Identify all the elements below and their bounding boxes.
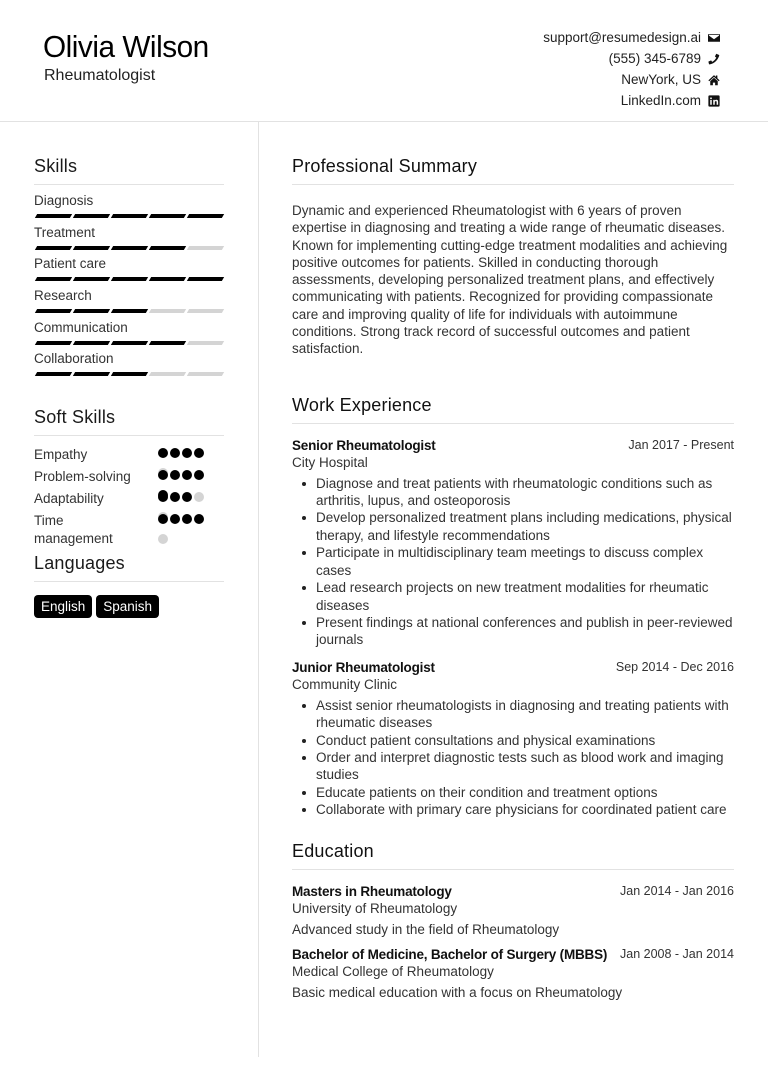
skill-label: Diagnosis xyxy=(34,193,94,208)
education-entry xyxy=(292,947,734,1000)
bullet-item: Participate in multidisciplinary team meetings to discuss complex cases xyxy=(292,544,734,579)
bullet-item: Present findings at national conferences and publish in peer-reviewed journals xyxy=(292,614,734,649)
job-bullets xyxy=(292,475,734,649)
skill-item xyxy=(34,287,224,319)
soft-skills-heading: Soft Skills xyxy=(34,407,224,436)
rating-dot-filled xyxy=(170,470,180,480)
job-organization: City Hospital xyxy=(292,454,368,470)
contact-linkedin-text: LinkedIn.com xyxy=(620,93,701,108)
summary-text: Dynamic and experienced Rheumatologist with 6 years of proven expertise in diagnosing and treating a wide range of rheumatic diseases. Known for implementing cutting-edge treatment modalities and achieving positive outcomes for patients. Skilled in conducting thorough assessments, developing personalized treatment plans, and effectively communicating with patients. Recognized for providing compassionate care and improving quality of life for individuals with autoimmune conditions. Strong track record of successful outcomes and patient satisfaction. xyxy=(292,203,728,357)
bullet-item: Collaborate with primary care physicians for coordinated patient care xyxy=(292,801,734,818)
skill-level-bar xyxy=(34,277,224,281)
rating-dot-filled xyxy=(182,492,192,502)
skill-label: Research xyxy=(34,288,92,304)
job-bullets xyxy=(292,697,734,819)
rating-dot-filled xyxy=(194,470,204,480)
resume-header xyxy=(0,0,768,122)
job-entry xyxy=(292,660,734,819)
job-title: Senior Rheumatologist xyxy=(292,437,436,453)
language-badge: Spanish xyxy=(96,595,159,618)
bullet-item: Conduct patient consultations and physical examinations xyxy=(292,732,734,749)
languages-section xyxy=(34,553,224,618)
language-list xyxy=(34,595,224,618)
skill-label: Collaboration xyxy=(34,351,114,367)
rating-dot-filled xyxy=(170,514,180,524)
bullet-item: Order and interpret diagnostic tests such as blood work and imaging studies xyxy=(292,749,734,784)
envelope-icon xyxy=(707,31,720,44)
level-segment-filled xyxy=(73,341,110,345)
contact-phone-text: (555) 345-6789 xyxy=(608,51,701,66)
rating-dot-filled xyxy=(182,448,192,458)
language-badge: English xyxy=(34,595,92,618)
level-segment-filled xyxy=(35,341,72,345)
soft-skill-list xyxy=(34,436,224,547)
contact-location-text: NewYork, US xyxy=(621,72,701,87)
skill-level-bar xyxy=(34,309,224,313)
skill-item xyxy=(34,255,224,287)
bullet-item: Lead research projects on new treatment modalities for rheumatic diseases xyxy=(292,579,734,614)
level-segment-filled xyxy=(73,277,110,281)
skill-level-bar xyxy=(34,214,224,218)
candidate-title: Rheumatologist xyxy=(44,67,156,84)
skill-level-bar xyxy=(34,372,224,376)
education-section xyxy=(292,841,734,1000)
rating-dot-empty xyxy=(158,534,168,544)
summary-section xyxy=(292,156,734,358)
right-column xyxy=(292,156,734,1000)
rating-dot-filled xyxy=(182,470,192,480)
level-segment-filled xyxy=(73,246,110,250)
skill-label: Communication xyxy=(34,319,128,335)
summary-heading: Professional Summary xyxy=(292,156,734,185)
level-segment-filled xyxy=(149,341,186,345)
soft-skills-section xyxy=(34,407,224,547)
level-segment-filled xyxy=(149,277,186,281)
rating-dot-filled xyxy=(158,448,168,458)
level-segment-filled xyxy=(187,214,224,218)
level-segment-filled xyxy=(73,372,110,376)
skill-item xyxy=(34,350,224,382)
rating-dot-filled xyxy=(194,448,204,458)
skill-label: Patient care xyxy=(34,256,107,272)
skills-heading: Skills xyxy=(34,156,224,185)
soft-skill-label: Time management xyxy=(34,513,113,547)
level-segment-filled xyxy=(149,246,186,250)
contact-email-text: support@resumedesign.ai xyxy=(543,30,701,45)
soft-skill-rating xyxy=(158,514,210,554)
level-segment-filled xyxy=(111,341,148,345)
skill-item xyxy=(34,224,224,256)
bullet-item: Assist senior rheumatologists in diagnosing and treating patients with rheumatic diseases xyxy=(292,697,734,732)
school-name: Medical College of Rheumatology xyxy=(292,963,494,979)
home-icon xyxy=(707,73,720,86)
level-segment-filled xyxy=(111,372,148,376)
soft-skill-item xyxy=(34,446,224,468)
level-segment-empty xyxy=(149,309,186,313)
level-segment-empty xyxy=(187,372,224,376)
level-segment-empty xyxy=(187,309,224,313)
soft-skill-item xyxy=(34,468,224,490)
job-title: Junior Rheumatologist xyxy=(292,659,435,675)
level-segment-filled xyxy=(35,214,72,218)
rating-dot-filled xyxy=(158,470,168,480)
job-organization: Community Clinic xyxy=(292,676,398,692)
phone-icon xyxy=(707,52,720,65)
contact-email[interactable] xyxy=(543,27,720,48)
level-segment-filled xyxy=(187,277,224,281)
level-segment-filled xyxy=(111,214,148,218)
skill-label: Treatment xyxy=(34,224,96,240)
rating-dot-empty xyxy=(194,492,204,502)
rating-dot-filled xyxy=(170,492,180,502)
school-name: University of Rheumatology xyxy=(292,900,458,916)
rating-dot-filled xyxy=(158,514,168,524)
contact-list xyxy=(543,27,720,111)
degree-title: Masters in Rheumatology xyxy=(292,883,452,899)
languages-heading: Languages xyxy=(34,553,224,582)
skill-level-bar xyxy=(34,341,224,345)
work-section xyxy=(292,395,734,819)
bullet-item: Develop personalized treatment plans including medications, physical therapy, and lifestyle recommendations xyxy=(292,509,734,544)
level-segment-filled xyxy=(35,372,72,376)
rating-dot-filled xyxy=(182,514,192,524)
level-segment-filled xyxy=(35,309,72,313)
candidate-name: Olivia Wilson xyxy=(43,29,209,64)
level-segment-filled xyxy=(111,246,148,250)
skill-item xyxy=(34,192,224,224)
skills-section xyxy=(34,156,224,382)
job-date: Jan 2017 - Present xyxy=(628,437,734,452)
education-date: Jan 2008 - Jan 2014 xyxy=(620,946,734,961)
soft-skill-item xyxy=(34,512,224,547)
education-description: Advanced study in the field of Rheumatology xyxy=(292,921,560,937)
education-date: Jan 2014 - Jan 2016 xyxy=(620,883,734,898)
level-segment-empty xyxy=(149,372,186,376)
level-segment-filled xyxy=(73,309,110,313)
rating-dot-filled xyxy=(170,448,180,458)
level-segment-filled xyxy=(35,246,72,250)
education-entry xyxy=(292,884,734,937)
contact-linkedin[interactable] xyxy=(543,90,720,111)
skill-level-bar xyxy=(34,246,224,250)
work-heading: Work Experience xyxy=(292,395,734,424)
bullet-item: Diagnose and treat patients with rheumatologic conditions such as arthritis, lupus, and osteoporosis xyxy=(292,475,734,510)
skill-item xyxy=(34,319,224,351)
level-segment-filled xyxy=(149,214,186,218)
level-segment-filled xyxy=(111,309,148,313)
linkedin-icon xyxy=(707,94,720,107)
contact-phone[interactable] xyxy=(543,48,720,69)
soft-skill-item xyxy=(34,490,224,512)
level-segment-empty xyxy=(187,341,224,345)
job-entry xyxy=(292,438,734,649)
level-segment-filled xyxy=(73,214,110,218)
skill-list xyxy=(34,185,224,382)
column-divider xyxy=(258,122,259,1057)
soft-skill-label: Problem-solving xyxy=(34,469,131,485)
contact-location xyxy=(543,69,720,90)
degree-title: Bachelor of Medicine, Bachelor of Surgery (MBBS) xyxy=(292,946,608,962)
soft-skill-label: Empathy xyxy=(34,447,88,463)
education-description: Basic medical education with a focus on Rheumatology xyxy=(292,984,623,1000)
education-heading: Education xyxy=(292,841,734,870)
rating-dot-filled xyxy=(194,514,204,524)
job-date: Sep 2014 - Dec 2016 xyxy=(615,659,734,674)
bullet-item: Educate patients on their condition and treatment options xyxy=(292,784,734,801)
level-segment-filled xyxy=(111,277,148,281)
rating-dot-filled xyxy=(158,492,168,502)
level-segment-filled xyxy=(35,277,72,281)
level-segment-empty xyxy=(187,246,224,250)
left-column xyxy=(34,156,224,618)
soft-skill-label: Adaptability xyxy=(34,491,104,507)
